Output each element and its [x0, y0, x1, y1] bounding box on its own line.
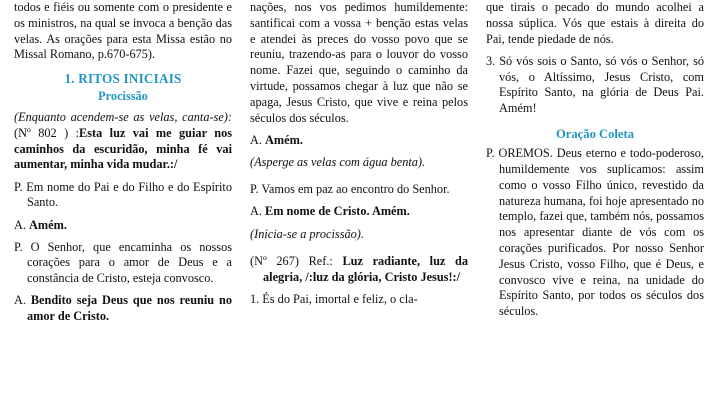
column-center	[250, 0, 468, 405]
paragraph-continuation: todos e fiéis ou somente com o presidente e os ministros, na qual se invoca a benção das velas. As orações para esta Missa estão no Missal Romano, p.670-675).	[14, 0, 232, 62]
column-left	[14, 0, 232, 405]
assembly-prefix: A.	[14, 217, 30, 232]
rubric-chant-paragraph	[14, 110, 232, 173]
paragraph-gloria-continuation: que tirais o pecado do mundo acolhei a nossa súplica. Vós que estais à direita do Pai, tende piedade de nós.	[486, 0, 704, 46]
presider-line-peace: P. Vamos em paz ao encontro do Senhor.	[250, 182, 450, 197]
rubric-italic-lead: (Enquanto acendem-se as velas, canta-se):	[14, 109, 232, 124]
chant-refrain-text: Esta luz vai me guiar nos caminhos da escuridão, minha fé vai aumentar, minha vida mudar.:/	[14, 125, 232, 172]
presider-collect-prayer: P. OREMOS. Deus eterno e todo-poderoso, humildemente vos suplicamos: assim como o vosso Filho único, revestido da natureza humana, foi hoje apresentado no templo, fazei que, também nós, possamos nos apresentar diante de vós com os corações purificados. Por nosso Senhor Jesus Cristo, vosso Filho, que é Deus, e convosco vive e reina, na unidade do Espírito Santo, por todos os séculos dos séculos.	[486, 146, 704, 319]
presider-line-1: P. Em nome do Pai e do Filho e do Espírito Santo.	[14, 179, 232, 210]
paragraph-blessing-continuation: nações, nos vos pedimos humildemente: santificai com a vossa + benção estas velas e atendei às preces do vosso povo que se reuniu, trazendo-as para o louvor do vosso nome. Fazei que, seguindo o caminho da virtude, possamos chegar à luz que não se apaga, Jesus Cristo, que vive e reina pelos séculos dos séculos.	[250, 0, 468, 125]
rubric-asperge: (Asperge as velas com água benta).	[250, 154, 426, 169]
hymn-number-label: (Nº 267) Ref.:	[250, 253, 343, 268]
hymn-refrain-paragraph	[250, 254, 468, 286]
column-right	[486, 0, 704, 405]
gloria-verse-3: 3. Só vós sois o Santo, só vós o Senhor, só vós, o Altíssimo, Jesus Cristo, com Espírito Santo, na glória de Deus Pai. Amém!	[486, 53, 704, 116]
assembly-response-text: Amém.	[29, 217, 67, 232]
rubric-inicia-procissao: (Inicia-se a procissão).	[250, 226, 364, 241]
assembly-prefix: A.	[14, 293, 31, 308]
section-heading-oracao-coleta: Oração Coleta	[556, 126, 634, 141]
hymn-refrain-text: Luz radiante, luz da alegria, /:luz da glória, Cristo Jesus!:/	[263, 253, 468, 284]
assembly-line-1	[14, 218, 232, 234]
presider-line-2: P. O Senhor, que encaminha os nossos corações para o amor de Deus e a constância de Cristo, esteja convosco.	[14, 239, 232, 286]
assembly-line-amem	[250, 133, 468, 149]
subsection-heading-procissao: Procissão	[98, 89, 148, 104]
column-container	[14, 0, 706, 405]
assembly-response-text: Amém.	[265, 132, 303, 147]
section-heading-ritos-iniciais: 1. RITOS INICIAIS	[64, 71, 182, 87]
assembly-line-2	[14, 293, 232, 325]
chant-number: (Nº 802 ) :	[14, 125, 79, 140]
assembly-response-text: Em nome de Cristo. Amém.	[265, 204, 410, 219]
hymn-verse-1: 1. És do Pai, imortal e feliz, o cla-	[250, 291, 418, 306]
assembly-prefix: A.	[250, 204, 266, 219]
assembly-response-text: Bendito seja Deus que nos reuniu no amor de Cristo.	[27, 293, 232, 324]
assembly-line-peace	[250, 204, 468, 220]
assembly-prefix: A.	[250, 132, 266, 147]
